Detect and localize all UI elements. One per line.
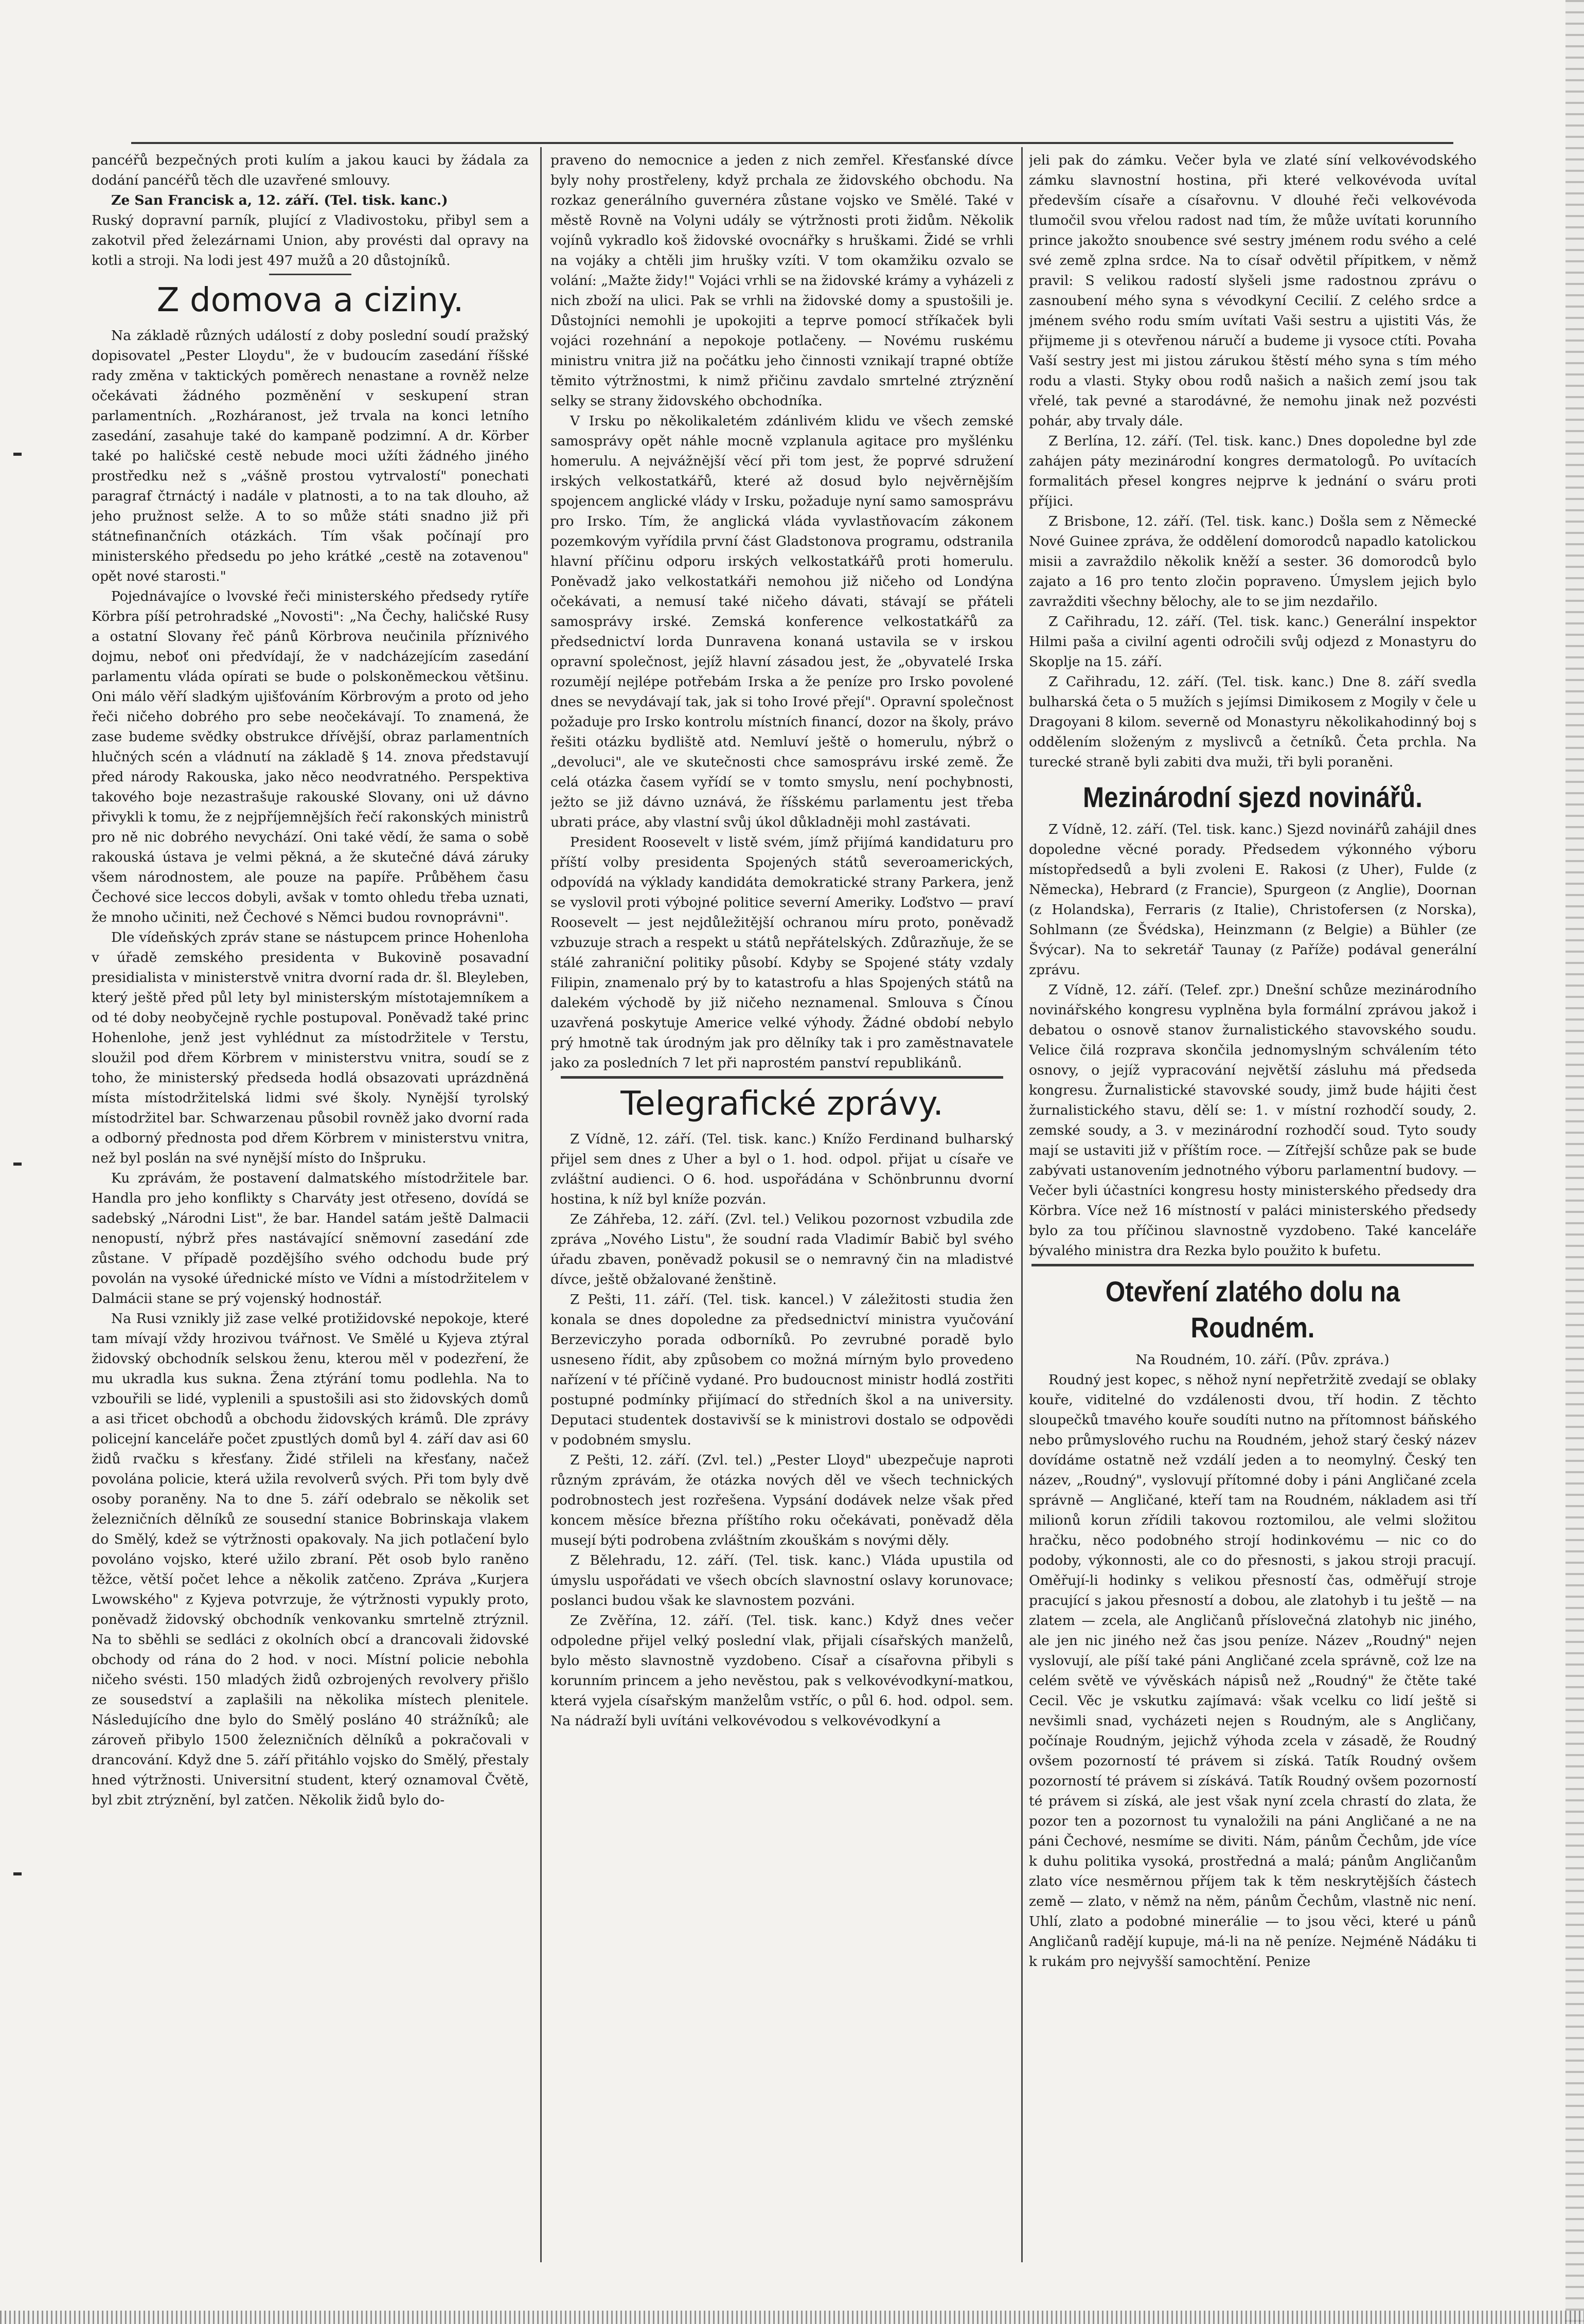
section-heading-gold-mine: Otevření zlatého dolu na Roudném.	[1105, 1275, 1400, 1344]
telegram: Z Cařihradu, 12. září. (Tel. tisk. kanc.) Dne 8. září svedla bulharská četa o 5 mužích s jejímsi Dimikosem z Mogily v čele u Dragoyani 8 kilom. severně od Monastyru několikahodinný boj s oddělením složeným z myslivců a četníků. Četa prchla. Na turecké straně byli zabiti dva muži, tři byli poraněni.	[1029, 674, 1476, 770]
section-heading-domestic: Z domova a ciziny.	[156, 281, 464, 319]
margin-mark	[13, 453, 22, 456]
article-text: Pojednávajíce o lvovské řeči ministerského předsedy rytíře Körbra píší petrohradské „Novosti": „Na Čechy, haličské Rusy a ostatní Slovany řeč pánů Körbrova neučinila příznivého dojmu, neboť oni předvídají, že v nadcházejícím zasedání parlamentu vláda opírati se bude o polskoněmeckou většinu. Oni málo věří sladkým ujišťováním Körbrovým a proto od jeho řeči ničeho dobrého pro sebe neočekávají. To znamená, že zase budeme svědky obstrukce dřívější, obraz parlamentních hlučných scén a vládnutí na základě § 14. znova představují před národy Rakouska, jako něco neodvratného. Perspektiva takového boje nezastrašuje rakouské Slovany, oni už dávno přivykli k tomu, že z nejpříjemnějších řečí rakonských ministrů pro ně nic dobrého nevychází. Oni také vědí, že sama o sobě rakouská ústava je velmi pěkná, a že skutečné dává záruky všem národnostem, ale pouze na papíře. Průběhem času Čechové sice leccos dobyli, avšak v tomto ohledu třeba uznati, že mnoho učiniti, než Čechové s Němci budou rovnoprávni".	[92, 588, 529, 925]
section-heading-telegrams: Telegrafické zprávy.	[620, 1085, 944, 1123]
telegram: Z Pešti, 12. září. (Zvl. tel.) „Pester Lloyd" ubezpečuje naproti různým zprávám, že otázka nových děl ve všech technických podrobnostech jest rozřešena. Vypsání dodávek nelze však před koncem měsíce března příštího roku očekávati, poněvadž děla musejí býti podrobena zvláštním zkouškám s novými děly.	[550, 1452, 1013, 1548]
column-rule	[1021, 147, 1023, 2262]
article-text: pancéřů bezpečných proti kulím a jakou kauci by žádala za dodání pancéřů těch dle uzavřené smlouvy.	[92, 152, 529, 188]
article-text: praveno do nemocnice a jeden z nich zemřel. Křesťanské dívce byly nohy prostřeleny, když prchala ze židovského obchodu. Na rozkaz generálního guvernéra zůstane vojsko ve Smělé. Také v městě Rovně na Volyni udály se výtržnosti proti židům. Několik vojínů vykradlo koš židovské ovocnářky s hruškami. Židé se vrhli na vojáky a chtěli jim hrušky vzíti. V tom okamžiku ozvalo se volání: „Mažte židy!" Vojáci vrhli se na židovské krámy a vyházeli z nich zboží na ulici. Pak se vrhli na židovské domy a spustošili je. Důstojníci nemohli je upokojiti a teprve pomocí stříkaček byli vojáci rozehnání a nepokoje potlačeny. — Novému ruskému ministru vnitra již na počátku jeho činnosti vznikají trapné obtíže těmito výtržnostmi, k nimž přičinu zavdalo smrtelné ztrýznění selky se strany židovského obchodníka.	[550, 152, 1013, 409]
dateline: Ze San Francisk a, 12. září. (Tel. tisk. kanc.)	[111, 192, 448, 208]
telegram: Ze Záhřeba, 12. září. (Zvl. tel.) Velikou pozornost vzbudila zde zpráva „Nového Listu", že soudní rada Vladimír Babič byl svého úřadu zbaven, poněvadž pokusil se o nemravný čin na mladistvé dívce, ještě obžalované ženštině.	[550, 1211, 1013, 1288]
column-1	[92, 150, 529, 2267]
article-text: President Roosevelt v listě svém, jímž přijímá kandidaturu pro příští volby presidenta Spojených států severoamerických, odpovídá na výklady kandidáta demokratické strany Parkera, jenž se vyslovil proti výbojné politice severní Ameriky. Loďstvo — praví Roosevelt — jest nejdůležitější ochranou míru proto, poněvadž vzbuzuje strach a respekt u států nepřátelských. Zdůrazňuje, že se stálé zahraniční politiky působí. Kdyby se Spojené státy vzdaly Filipin, znamenalo prý by to katastrofu a hlas Spojených států na dalekém východě by již ničeho neznamenal. Smlouva s Čínou uzavřená poskytuje Americe velké výhody. Žádné období nebylo prý hmotně tak úrodným jak pro dělníky tak i pro zaměstnavatele jako za posledních 7 let při naprostém panství republikánů.	[550, 834, 1013, 1071]
column-2	[550, 150, 1013, 2267]
scan-edge-stripe	[1565, 0, 1584, 2324]
scan-bottom-stripe	[0, 2311, 1584, 2324]
telegram: Z Vídně, 12. září. (Tel. tisk. kanc.) Sjezd novinářů zahájil dnes dopoledne věcné porady. Předsedem výkonného výboru místopředsedů a byli zvoleni E. Rakosi (z Uher), Fulde (z Německa), Hebrard (z Francie), Spurgeon (z Anglie), Doornan (z Holandska), Ferraris (z Italie), Christofersen (z Norska), Sohlmann (ze Švédska), Heinzmann (z Belgie) a Bühler (ze Švýcar). Na to sekretář Taunay (z Paříže) podával generální zprávu.	[1029, 821, 1476, 978]
top-rule	[131, 142, 1453, 144]
separator	[561, 1076, 1003, 1079]
section-heading-journalists-congress: Mezinárodní sjezd novinářů.	[1083, 781, 1422, 813]
article-text: Na Rusi vznikly již zase velké protižidovské nepokoje, které tam mívají vždy hrozivou tvářnost. Ve Smělé u Kyjeva ztýral židovský obchodník selskou ženu, kterou měl v podezření, že mu ukradla kus sukna. Žena ztýrání tomu podlehla. Na to vzbouřili se lidé, vyplenili a spustošili asi sto židovských domů a asi třicet obchodů a obchodu židovských krámů. Dle zprávy policejní kanceláře počet zpustlých domů byl 4. září dav asi 60 židů rvačku s křesťany. Židé střileli na křesťany, načež povolána policie, která užila revolverů svých. Při tom byly dvě osoby poraněny. Na to dne 5. září odebralo se několik set železničních dělníků ze sousední stanice Bobrinskaja vlakem do Smělý, kdež se výtržnosti opakovaly. Na jich potlačení bylo povoláno vojsko, které užilo zbraní. Pět osob bylo raněno těžce, větší počet lehce a několik zatčeno. Zpráva „Kurjera Lwowského" z Kyjeva potvrzuje, že výtržnosti vypukly proto, poněvadž židovský obchodník venkovanku smrtelně ztrýznil. Na to sběhli se sedláci z okolních obcí a drancovali židovské obchody od rána do 2 hod. v noci. Místní policie nebohla ničeho svésti. 150 mladých židů ozbrojených revolvery přišlo ze sousedství a zaplašili na několika místech plenitele. Následujícího dne bylo do Smělý posláno 40 strážníků; ale zároveň přibylo 1500 železničních dělníků a pokračovali v drancování. Když dne 5. září přitáhlo vojsko do Smělý, přestaly hned výtržnosti. Universitní student, který oznamoval Čvětě, byl zbit ztrýznění, byl zatčen. Několik židů bylo do-	[92, 1311, 529, 1808]
article-text: Ku zprávám, že postavení dalmatského místodržitele bar. Handla pro jeho konflikty s Charváty jest otřeseno, dovídá se sadebský „Národni List", že bar. Handel satám ještě Dalmacii nenopustí, nýbrž přes nastávající sněmovní zasedání zde zůstane. V případě pozdějšího svého odchodu bude prý povolán na vysoké úřednické místo ve Vídni a místodržitelem v Dalmácii stane se prý vojenský hodnostář.	[92, 1170, 529, 1307]
separator	[269, 274, 351, 275]
telegram: Z Berlína, 12. září. (Tel. tisk. kanc.) Dnes dopoledne byl zde zahájen páty mezinárodní kongres dermatologů. Po uvítacích formalitách přesel kongres nejprve k jednání o sváru proti příjici.	[1029, 433, 1476, 509]
margin-mark	[13, 1163, 22, 1166]
column-3	[1029, 150, 1476, 2267]
article-text: V Irsku po několikaletém zdánlivém klidu ve všech zemské samosprávy opět náhle mocně vzplanula agitace pro myšlénku homerulu. A nejvážnější věcí při tom jest, že poprvé sdružení irských velkostatkářů, které až dosud bylo nejvěrnějším spojencem anglické vlády v Irsku, požaduje nyní samo samosprávu pro Irsko. Tím, že anglická vláda vyvlastňovacím zákonem pozemkovým vyřídila první část Gladstonova programu, odstranila hlavní příčinu odporu irských velkostatkářů proti homerulu. Poněvadž jako velkostatkáři nemohou již ničeho od Londýna očekávati, a nemusí také ničeho dávati, stávají se přáteli samosprávy irské. Zemská konference velkostatkářů za předsednictví lorda Dunravena konaná ustavila se v irskou opravní společnost, jejíž hlavní zásadou jest, že „obyvatelé Irska rozumějí nejlépe potřebám Irska a že peníze pro Irsko povolené dnes se nevydávají tak, jak si toho Irové přejí". Opravní společnost požaduje pro Irsko kontrolu místních financí, dozor na školy, právo řešiti otázku bydliště atd. Nemluví ještě o homerulu, nýbrž o „devoluci", ale ve skutečnosti chce samosprávu irské země. Že celá otázka časem vyřídí se v tomto smyslu, není pochybnosti, ježto se již dávno uznává, že říšskému parlamentu jest třeba ubrati práce, aby vlastní svůj úkol důkladněji mohl zastávati.	[550, 413, 1013, 830]
column-rule	[540, 147, 542, 2262]
telegram: Ze Zvěřína, 12. září. (Tel. tisk. kanc.) Když dnes večer odpoledne přijel velký poslední vlak, přijali císařských manželů, bylo město slavnostně vyzdobeno. Císař a císařovna přibyli s korunním princem a jeho nevěstou, pak s velkovévodkyní-matkou, která vyjela císařským manželům vstříc, o půl 6. hod. odpol. sem. Na nádraží byli uvítáni velkovévodou s velkovévodkyní a	[550, 1613, 1013, 1729]
telegram: Z Cařihradu, 12. září. (Tel. tisk. kanc.) Generální inspektor Hilmi paša a civilní agenti odročili svůj odjezd z Monastyru do Skoplje na 15. září.	[1029, 614, 1476, 670]
margin-mark	[13, 1872, 22, 1875]
article-text: Roudný jest kopec, s něhož nyní nepřetržitě zvedají se oblaky kouře, viditelné do vzdálenosti dvou, tří hodin. Z těchto sloupečků tmavého kouře soudíti nutno na přítomnost báňského nebo průmyslového ruchu na Roudném, jehož starý český název dovídáme ostatně než vzdálí jeden a to neomylný. Český ten název, „Roudný", vyslovují přítomné doby i páni Angličané zcela správně — Angličané, kteří tam na Roudném, nákladem asi tří milionů korun zřídili takovou roztomilou, ale velmi složitou hračku, něco podobného strojí hodinkovému — nic co do podoby, výkonnosti, ale co do přesnosti, s jakou stroji pracují. Oměřují-li hodinky s velikou přesností čas, odměřují stroje pracující s jakou přesností a dobou, ale zlatohyb i tu ještě — na zlatem — zcela, ale Angličanů příslovečná zlatohyb nic jiného, ale jen nic jiného než čas jsou peníze. Název „Roudný" nejen vyslovují, ale píší také páni Angličané zcela správně, což lze na celém světě ve vývěskách nápisů než „Roudný" že čtěte také Cecil. Věc je vskutku zajímavá: však vcelku co lidí ještě si nevšimli snad, vycházeti nejen s Roudným, ale s Angličany, počínaje Roudným, jejichž výhoda zcela v zásadě, že Roudný ovšem pozorností té právem si získá. Tatík Roudný ovšem pozorností té právem si získává. Tatík Roudný ovšem pozorností té právem si získá, ale jest však nyní zcela chrastí do zlata, že pozor ten a pozornost tu vynaložili na páni Angličané a ne na páni Čechové, nesmíme se diviti. Nám, pánům Čechům, jde více k duhu politika vysoká, prostředná a malá; pánům Angličanům zlato více nesměrnou příjem tak k těm neskrytějších částech země — zlato, v němž na něm, pánům Čechům, vlastně nic není. Uhlí, zlato a podobné minerálie — to jsou věci, které u pánů Angličanů radějí kupuje, má-li na ně peníze. Nejméně Nádáku ti k rukám pro nejvyšší samochtění. Penize	[1029, 1372, 1476, 1970]
telegram: Z Brisbone, 12. září. (Tel. tisk. kanc.) Došla sem z Německé Nové Guinee zpráva, že oddělení domorodců napadlo katolickou misii a zavraždilo několik kněží a sester. 36 domorodců bylo zajato a 16 pro tento zločin popraveno. Úmyslem jejich bylo zavražditi všechny bělochy, ale to se jim nezdařilo.	[1029, 513, 1476, 610]
article-text: jeli pak do zámku. Večer byla ve zlaté síní velkovévodského zámku slavnostní hostina, při které velkovévoda uvítal především císaře a císařovnu. V dlouhé řeči velkovévoda tlumočil svou vřelou radost nad tím, že může uvítati korunního prince jakožto snoubence své sestry jménem rodu svého a celé své země zplna srdce. Na to císař odvětil přípitkem, v němž pravil: S velikou radostí slyšeli jsme radostnou zprávu o zasnoubení mého syna s vévodkyní Cecilií. Z celého srdce a jménem svého rodu smím uvítati Vaši sestru a ujistiti Vás, že přijmeme ji s otevřenou náručí a budeme ji vysoce ctíti. Povaha Vaší sestry jest mi jistou zárukou štěstí mého syna s tím mého rodu a vlasti. Styky obou rodů našich a našich zemí jsou tak vřelé, tak pevné a starodávné, že nemohu jinak než pozvésti pohár, aby trvaly dále.	[1029, 152, 1476, 429]
telegram: Z Vídně, 12. září. (Telef. zpr.) Dnešní schůze mezinárodního novinářského kongresu vyplněna byla formální zprávou jakož i debatou o osnově stanov žurnalistického stavovského soudu. Velice čilá rozprava skončila jednomyslným schválením této osnovy, o jejíž vypracování největší zásluhu má předseda kongresu. Žurnalistické stavovské soudy, jimž bude hájiti čest žurnalistického stavu, dělí se: 1. v místní rozhodčí soudy, 2. zemské soudy, a 3. v mezinárodní rozhodčí soud. Tyto soudy mají se ustaviti již v příštím roce. — Zítřejší schůze pak se bude zabývati ustanovením jednotného výboru parlamentní budovy. — Večer byli účastníci kongresu hosty ministerského předsedy dra Körbra. Více než 16 místností v paláci ministerského předsedy bylo za tou příčinou slavnostně vyzdobeno. Také kanceláře bývalého ministra dra Rezka bylo použito k bufetu.	[1029, 982, 1476, 1259]
telegram: Z Bělehradu, 12. září. (Tel. tisk. kanc.) Vláda upustila od úmyslu uspořádati ve všech obcích slavnostní oslavy korunovace; poslanci budou však ke slavnostem pozváni.	[550, 1552, 1013, 1608]
article-text: Dle vídeňských zpráv stane se nástupcem prince Hohenloha v úřadě zemského presidenta v Bukovině posavadní presidialista v ministerstvě vnitra dvorní rada dr. šl. Bleyleben, který ještě před půl lety byl ministerským místotajemníkem a od té doby neobyčejně rychle postupoval. Poněvadž také princ Hohenlohe, jenž jest vyhlédnut za místodržitele v Terstu, sloužil pod dřem Körbrem v ministerstvu vnitra, soudí se z toho, že ministerský předseda hodlá obsazovati uprázdněná místa místodržitelská lidmi své školy. Nynější tyrolský místodržitel bar. Schwarzenau působil rovněž jako dvorní rada a odborný přednosta pod dřem Körbrem v ministerstvu vnitra, než byl poslán na své nynější místo do Inšpruku.	[92, 929, 529, 1166]
telegram: Z Pešti, 11. září. (Tel. tisk. kancel.) V záležitosti studia žen konala se dnes dopoledne za předsednictví ministra vyučování Berzeviczyho porada odborníků. Po zevrubné poradě bylo usneseno řídit, aby způsobem co možná mírným bylo provedeno nařízení v té příčině vydané. Pro budoucnost ministr hodlá zostřiti postupné podmínky přijímací do středních škol a na university. Deputaci studentek dostavivší se k ministrovi dostalo se odpovědi v podobném smyslu.	[550, 1292, 1013, 1448]
article-text: Na základě různých událostí z doby poslední soudí pražský dopisovatel „Pester Lloydu", že v budoucím zasedání říšské rady změna v taktických poměrech nenastane a rovněž nelze očekávati žádného pozměnění v seskupení stran parlamentních. „Rozháranost, jež trvala na konci letního zasedání, zasahuje také do kampaně podzimní. A dr. Körber také po haličské cestě nebude moci užíti žádného jiného prostředku než s „vášně prostou vytrvalostí" ponechati paragraf čtrnáctý i nadále v platnosti, a to na tak dlouho, až jeho pružnost selže. A to so může státi snadno již při státnefinančních otázkách. Tím však počínají pro ministerského předsedu po jeho krátké „cestě na zotavenou" opět nové starosti."	[92, 328, 529, 584]
telegram: Z Vídně, 12. září. (Tel. tisk. kanc.) Knížo Ferdinand bulharský přijel sem dnes z Uher a byl o 1. hod. odpol. přijat u císaře ve zvláštní audienci. O 6. hod. uspořádána v Schönbrunnu dvorní hostina, k níž byl kníže pozván.	[550, 1131, 1013, 1207]
article-text: Ruský dopravní parník, plující z Vladivostoku, přibyl sem a zakotvil před železárnami Union, aby provésti dal opravy na kotli a stroji. Na lodi jest 497 mužů a 20 důstojníků.	[92, 212, 529, 269]
separator	[1031, 1264, 1474, 1266]
dateline: Na Roudném, 10. září. (Pův. zpráva.)	[1135, 1352, 1390, 1368]
